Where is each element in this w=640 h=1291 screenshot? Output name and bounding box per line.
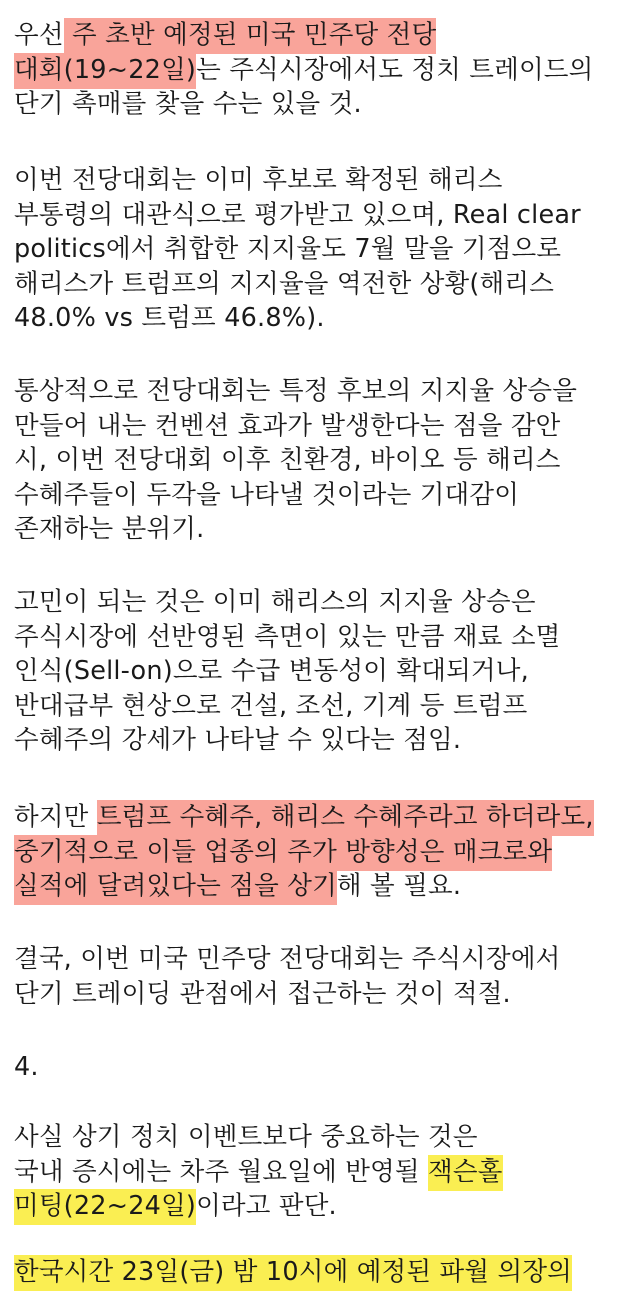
text-span: 는 주식시장에서도 정치 트레이드의	[196, 54, 594, 85]
highlighted-text: 미팅(22~24일)	[14, 1189, 196, 1225]
paragraph-line: 수혜주들이 두각을 나타낼 것이라는 기대감이	[14, 479, 520, 510]
paragraph-line	[14, 835, 630, 870]
paragraph-line	[14, 800, 630, 835]
section-number-text: 4.	[14, 1052, 39, 1082]
paragraph-line	[14, 1189, 630, 1224]
paragraph-line: 부통령의 대관식으로 평가받고 있으며, Real clear	[14, 199, 581, 230]
paragraph-line: 결국, 이번 미국 민주당 전당대회는 주식시장에서	[14, 944, 561, 974]
paragraph-line: 시, 이번 전당대회 이후 친환경, 바이오 등 해리스	[14, 445, 561, 475]
paragraph-line: 만들어 내는 컨벤션 효과가 발생한다는 점을 감안	[14, 410, 561, 441]
text-span: 국내 증시에는 차주 월요일에 반영될	[14, 1156, 429, 1187]
paragraph-line: 사실 상기 정치 이벤트보다 중요하는 것은	[14, 1122, 478, 1152]
paragraph-4	[14, 585, 630, 758]
highlighted-text: 한국시간 23일(금) 밤 10시에 예정된 파월 의장의	[14, 1255, 572, 1291]
paragraph-3	[14, 374, 630, 547]
text-span: 우선	[14, 20, 64, 50]
highlighted-text: 대회(19~22일)	[14, 53, 196, 89]
text-span: 이라고 판단.	[196, 1191, 337, 1221]
paragraph-line: 통상적으로 전당대회는 특정 후보의 지지율 상승을	[14, 376, 578, 406]
paragraph-line: 수혜주의 강세가 나타날 수 있다는 점임.	[14, 725, 462, 755]
paragraph-line	[14, 869, 630, 904]
paragraph-5	[14, 800, 630, 904]
highlighted-text: 잭슨홀	[428, 1155, 503, 1191]
paragraph-8	[14, 1255, 630, 1290]
paragraph-line	[14, 53, 630, 88]
paragraph-line: politics에서 취합한 지지율도 7월 말을 기점으로	[14, 234, 562, 264]
paragraph-6	[14, 942, 630, 1011]
text-span: 하지만	[14, 802, 97, 832]
paragraph-line: 고민이 되는 것은 이미 해리스의 지지율 상승은	[14, 587, 536, 617]
paragraph-line: 단기 트레이딩 관점에서 접근하는 것이 적절.	[14, 978, 511, 1009]
paragraph-line: 이번 전당대회는 이미 후보로 확정된 해리스	[14, 165, 503, 195]
paragraph-line	[14, 1155, 630, 1190]
paragraph-line: 48.0% vs 트럼프 46.8%).	[14, 303, 325, 333]
paragraph-7	[14, 1120, 630, 1224]
highlighted-text: 트럼프 수혜주, 해리스 수혜주라고 하더라도,	[97, 800, 594, 836]
paragraph-line: 해리스가 트럼프의 지지율을 역전한 상황(해리스	[14, 268, 555, 299]
paragraph-line: 주식시장에 선반영된 측면이 있는 만큼 재료 소멸	[14, 621, 561, 652]
paragraph-line: 단기 촉매를 찾을 수는 있을 것.	[14, 89, 362, 119]
paragraph-line	[14, 18, 630, 53]
highlighted-text: 중기적으로 이들 업종의 주가 방향성은 매크로와	[14, 835, 552, 871]
section-number	[14, 1050, 630, 1085]
paragraph-1	[14, 18, 630, 122]
paragraph-line	[14, 1255, 630, 1290]
paragraph-line: 반대급부 현상으로 건설, 조선, 기계 등 트럼프	[14, 690, 528, 721]
highlighted-text: 주 초반 예정된 미국 민주당 전당	[64, 18, 437, 54]
text-span: 해 볼 필요.	[336, 871, 462, 901]
paragraph-line: 인식(Sell-on)으로 수급 변동성이 확대되거나,	[14, 656, 529, 686]
paragraph-line: 존재하는 분위기.	[14, 514, 205, 544]
highlighted-text: 실적에 달려있다는 점을 상기	[14, 869, 337, 905]
paragraph-2	[14, 163, 630, 336]
